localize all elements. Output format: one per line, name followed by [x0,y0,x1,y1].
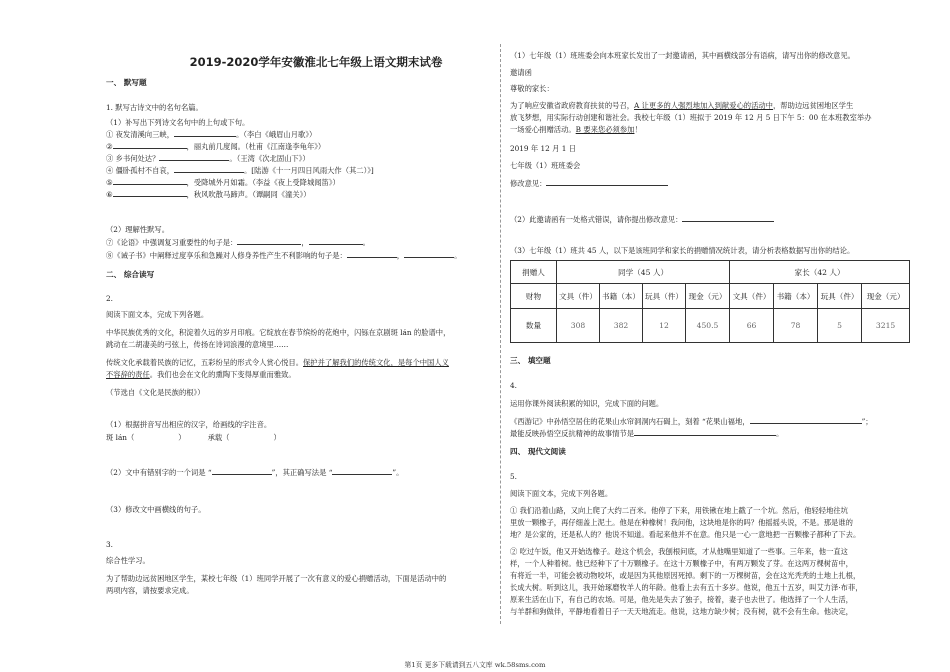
table-cell: 5 [818,309,862,343]
table-cell: 450.5 [686,309,730,343]
letter-line: 为了响应安徽省政府教育扶贫的号召，A 让更多的人强烈地加入到献爱心的活动中，帮助边远贫困地区学生 [510,101,854,110]
paragraph-line: 中华民族优秀的文化，积淀着久远的岁月印痕。它绽放在春节缤纷的花炮中，闪铄在京剧斑 lán 的脸谱中， [106,328,451,337]
paragraph-line: 不容辞的责任。我们也会在文化的熏陶下变得厚重而雅致。 [106,370,296,379]
instruction: 综合性学习。 [106,556,150,565]
question-line: 斑 lán（ ） 承载（ ） [106,433,281,442]
header-toys: 玩具（件） [643,284,686,309]
question-number: 2. [106,294,113,303]
instruction: （3）修改文中画横线的句子。 [106,505,206,514]
letter-signature: 七年级（1）班班委会 [510,161,581,170]
instruction: （1）七年级（1）班班委会向本班家长发出了一封邀请函，其中画横线部分有语病，请写出你的修改意见。 [510,51,855,60]
answer-blank[interactable] [404,250,454,258]
header-books: 书籍（本） [600,284,643,309]
section-heading: 四、 现代文阅读 [510,447,566,456]
answer-blank[interactable] [332,467,392,475]
donation-table [510,260,910,343]
underlined-sentence-a: A 让更多的人强烈地加入到献爱心的活动中 [634,101,773,110]
instruction: （1）根据拼音写出相应的汉字，给画线的字注音。 [106,420,272,429]
question-number: 5. [510,472,517,481]
table-cell: 382 [600,309,643,343]
answer-blank[interactable] [682,214,774,222]
question-line: （2）此邀请函有一处格式错误，请你提出修改意见： [510,214,774,224]
poem-line: ④ 僵卧孤村不自哀， 。[陆游《十一月四日风雨大作（其二）》] [106,166,374,175]
header-toys: 玩具（件） [818,284,862,309]
underlined-sentence: 不容辞的责任 [106,370,150,379]
letter-line: 放飞梦想，用实际行动创建和谐社会。我校七年级（1）班拟于 2019 年 12 月 5 日下午 5：00 在本班教室举办 [510,113,872,122]
answer-blank[interactable] [113,141,187,149]
answer-blank[interactable] [113,189,187,197]
instruction: 阅读下面文本，完成下列各题。 [510,489,613,498]
paragraph-line: 与羊群和狗做伴，平静地看着日子一天天地流走。他说，这地方缺少树；没有树，就不会有生命。他决定， [510,607,853,616]
left-column [106,0,526,650]
paragraph-line: ① 我们沿着山路，又向上爬了大约二百米。他停了下来，用铁锹在地上戳了一个坑。然后，他轻轻地往坑 [510,506,848,515]
header-stationery: 文具（件） [730,284,774,309]
header-cash: 现金（元） [862,284,910,309]
answer-blank[interactable] [159,153,229,161]
table-cell: 66 [730,309,774,343]
answer-blank[interactable] [347,250,397,258]
answer-blank[interactable] [174,129,236,137]
answer-blank[interactable] [237,237,301,245]
header-item: 财物 [511,284,557,309]
instruction: （1）补写出下列诗文名句中的上句或下句。 [106,118,250,127]
question-line: （2）文中有错别字的一个词是 “ ”，其正确写法是 “ ”。 [106,468,404,477]
paragraph-line: 地？是公家的，还是私人的？他说不知道。看起来他并不在意。他只是一心一意地把一百颗橡子都种了下去。 [510,530,861,539]
header-parents: 家长（42 人） [730,261,910,284]
answer-blank[interactable] [750,416,862,424]
question-line: 修改意见： [510,178,668,188]
page-title: 2019-2020学年安徽淮北七年级上语文期末试卷 [189,55,443,69]
answer-blank[interactable] [212,467,272,475]
instruction: 阅读下面文本，完成下列各题。 [106,310,209,319]
question-number: 4. [510,381,517,390]
paragraph-line: 有将近一半，可能会被动物咬坏，或是因为其他原因死掉。剩下的一万棵树苗，会在这光秃秃的土地上扎根， [510,571,861,580]
row-label-quantity: 数量 [511,309,557,343]
page-footer: 第1页 更多下载请到五八文库 wk.58sms.com [404,661,546,669]
poem-line: ② ，丽丸前几度闻。（杜甫《江南逢李龟年》） [106,142,326,151]
poem-line: ⑤ ，受降城外月如霜。（李益《夜上受降城闻笛》） [106,178,340,187]
underlined-sentence-b: B 要来您必须参加 [575,125,635,134]
answer-blank[interactable] [634,428,776,436]
paragraph-line: 样，一个人种着树。他已经种下了十万颗橡子。在这十万颗橡子中，有两万颗发了芽。在这两万棵树苗中， [510,559,853,568]
answer-blank[interactable] [309,237,363,245]
header-books: 书籍（本） [774,284,818,309]
question-number: 3. [106,540,113,549]
poem-line: ⑥ ，秋风吹散马蹄声。（谭嗣同《潼关》） [106,190,311,199]
paragraph-line: 里放一颗橡子，再仔细盖上泥土。他是在种橡树！我问他，这块地是你的吗？他摇摇头说，不是。那是谁的 [510,518,853,527]
source-note: （节选自《文化是民族的根》） [106,388,205,397]
question-line: ⑧《诫子书》中阐释过度享乐和急躁对人修身养性产生不利影响的句子是： ， 。 [106,251,462,260]
section-heading: 一、 默写题 [106,78,147,87]
question-line: ⑦《论语》中强调复习重要性的句子是： ， 。 [106,238,370,247]
paragraph-line: 长成大树。听到这儿，我开始琢磨牧羊人的年龄。他看上去有五十多岁。他说，他五十五岁，叫艾力泽·布菲， [510,583,863,592]
paragraph-line: 两项内容，请按要求完成。 [106,586,194,595]
letter-line: 一场爱心捐赠活动。B 要来您必须参加！ [510,125,642,134]
paragraph-line: 原来生活在山下，有自己的农场。可是，他先是失去了独子，接着，妻子也去世了。他选择了一个人生活， [510,595,853,604]
paragraph-line: ② 吃过午饭，他又开始选橡子。趁这个机会，我刨根问底，才从他嘴里知道了一些事。三年来，他一直这 [510,547,848,556]
table-cell: 3215 [862,309,910,343]
header-cash: 现金（元） [686,284,730,309]
table-cell: 308 [557,309,600,343]
letter-title: 邀请函 [510,68,532,77]
instruction: （2）理解性默写。 [106,225,170,234]
question-title: 1. 默写古诗文中的名句名篇。 [106,103,203,112]
header-students: 同学（45 人） [557,261,730,284]
poem-line: ③ 乡书何处达？ 。（王湾《次北固山下》） [106,154,310,163]
header-donor: 捐赠人 [511,261,557,284]
paragraph-line: 跳动在二胡凄美的弓弦上，传扬在诗词浪漫的意境里…… [106,340,289,349]
letter-salutation: 尊敬的家长： [510,84,554,93]
question-line: 最能反映孙悟空反抗精神的故事情节是 。 [510,429,784,438]
answer-blank[interactable] [113,177,187,185]
instruction: （3）七年级（1）班共 45 人，以下是该班同学和家长的捐赠情况统计表，请分析表格数据写出你的结论。 [510,246,855,255]
table-cell: 12 [643,309,686,343]
question-line: 《西游记》中孙悟空居住的花果山水帘洞洞内石碣上，刻着 “花果山福地， ”； [510,417,873,426]
answer-blank[interactable] [546,178,668,186]
section-heading: 三、 填空题 [510,356,551,365]
paragraph-line: 为了帮助边远贫困地区学生，某校七年级（1）班同学开展了一次有意义的爱心捐赠活动，下面是活动中的 [106,574,447,583]
underlined-sentence: 保护并了解我们的传统文化，是每个中国人义 [303,358,449,367]
right-column [510,0,917,650]
table-cell: 78 [774,309,818,343]
section-heading: 二、 综合读写 [106,270,155,279]
poem-line: ① 夜发清溪向三峡， 。（李白《峨眉山月歌》） [106,130,317,139]
instruction: 运用你课外阅读积累的知识，完成下面的问题。 [510,399,664,408]
paragraph-line: 传统文化承载着民族的记忆，五彩纷呈的形式令人赏心悦目。保护并了解我们的传统文化，是每个中国人义 [106,358,449,367]
header-stationery: 文具（件） [557,284,600,309]
letter-date: 2019 年 12 月 1 日 [510,144,576,153]
answer-blank[interactable] [174,165,244,173]
